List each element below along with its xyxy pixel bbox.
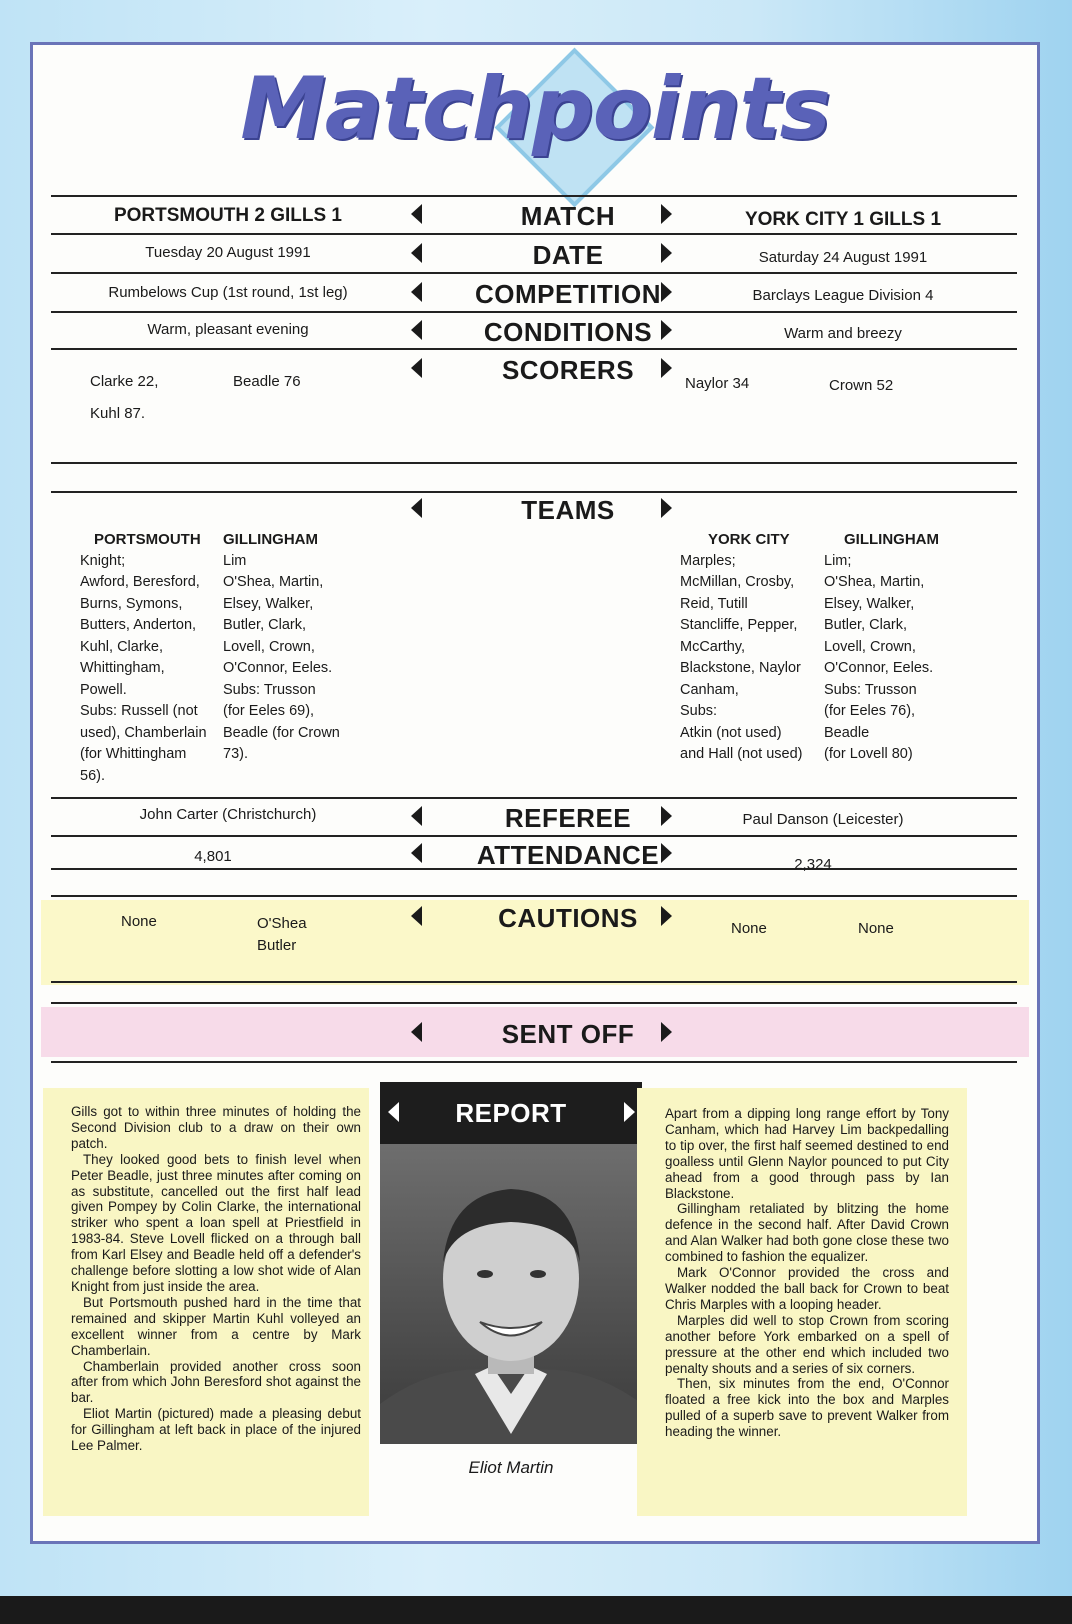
team-line: Atkin (not used) <box>680 724 782 741</box>
team-lines <box>680 551 803 766</box>
left-match: PORTSMOUTH 2 GILLS 1 <box>113 205 343 226</box>
team-line: Marples; <box>680 552 736 569</box>
arrow-right-icon <box>661 204 672 224</box>
right-scorer: Crown 52 <box>829 377 894 394</box>
report-paragraph: But Portsmouth pushed hard in the time that remained and skipper Martin Kuhl volleyed an excellent winner from a centre by Mark Chamberlain. <box>71 1294 361 1358</box>
report-paragraph: Mark O'Connor provided the cross and Walker nodded the ball back for Crown to beat Chris Marples with a looping header. <box>665 1265 949 1312</box>
teams-label: TEAMS <box>521 495 615 525</box>
team-line: Powell. <box>80 681 127 698</box>
right-scorer: Naylor 34 <box>685 375 750 392</box>
right-date: Saturday 24 August 1991 <box>758 249 928 266</box>
team-line: McMillan, Crosby, <box>680 574 795 590</box>
rule <box>51 272 1017 274</box>
arrow-right-icon <box>661 1022 672 1042</box>
sent-off-label: SENT OFF <box>501 1019 635 1049</box>
team-line: Subs: Trusson <box>824 681 917 698</box>
team-line: 56). <box>80 767 105 784</box>
team-line: O'Connor, Eeles. <box>223 660 333 676</box>
arrow-right-icon <box>661 806 672 826</box>
arrow-left-icon <box>411 843 422 863</box>
arrow-left-icon <box>411 806 422 826</box>
rule <box>51 835 1017 837</box>
arrow-left-icon <box>411 906 422 926</box>
scorers-label: SCORERS <box>501 355 635 385</box>
rule <box>51 195 1017 197</box>
team-line: Beadle <box>824 724 870 741</box>
team-line: Butters, Anderton, <box>80 617 197 633</box>
report-paragraph: Marples did well to stop Crown from scoring another before York embarked on a spell of pressure at the other end which included two penalty shouts and a series of six corners. <box>665 1312 949 1376</box>
left-scorer: Clarke 22, <box>90 373 159 390</box>
team-name: YORK CITY <box>708 531 790 548</box>
team-lines <box>223 551 340 766</box>
team-name: GILLINGHAM <box>844 531 939 548</box>
report-paragraph: Gillingham retaliated by blitzing the home defence in the second half. After David Crown and Alan Walker had both gone close these two combined to fashion the equalizer. <box>665 1201 949 1265</box>
team-lines <box>80 551 207 788</box>
date-label: DATE <box>532 240 604 270</box>
rule <box>51 1002 1017 1004</box>
team-line: Burns, Symons, <box>80 595 183 612</box>
rule <box>51 311 1017 313</box>
title-block <box>33 51 1037 211</box>
attendance-label: ATTENDANCE <box>476 840 660 870</box>
team-line: O'Shea, Martin, <box>824 574 925 590</box>
left-date: Tuesday 20 August 1991 <box>145 244 311 261</box>
team-line: Whittingham, <box>80 660 165 676</box>
rule <box>51 981 1017 983</box>
arrow-left-icon <box>411 1022 422 1042</box>
conditions-label: CONDITIONS <box>483 317 653 347</box>
right-attendance: 2,324 <box>794 856 832 873</box>
right-referee: Paul Danson (Leicester) <box>742 811 904 828</box>
photo-caption: Eliot Martin <box>468 1458 554 1477</box>
report-paragraph: They looked good bets to finish level when Peter Beadle, just three minutes after coming on as substitute, cancelled out the first half lead given Pompey by Colin Clarke, the international striker who spent a loan spell at Priestfield in 1983-84. Steve Lovell flicked on a through ball from Karl Elsey and Beadle held off a defender's challenge before slotting a low shot wide of Alan Knight from just inside the area. <box>71 1151 361 1294</box>
right-match: YORK CITY 1 GILLS 1 <box>744 209 942 230</box>
team-line: Lovell, Crown, <box>824 638 916 655</box>
team-line: Knight; <box>80 552 126 569</box>
page-title: Matchpoints <box>240 59 830 159</box>
team-york-city <box>680 529 803 766</box>
rule <box>51 895 1017 897</box>
report-paragraph: Eliot Martin (pictured) made a pleasing debut for Gillingham at left back in place of the injured Lee Palmer. <box>71 1406 361 1454</box>
team-line: 73). <box>223 746 248 762</box>
report-left <box>43 1088 369 1516</box>
team-gillingham-away <box>223 529 340 766</box>
team-line: and Hall (not used) <box>680 746 803 762</box>
right-cautions: None <box>731 920 767 937</box>
team-line: Elsey, Walker, <box>223 595 314 612</box>
rule <box>51 233 1017 235</box>
team-line: (for Whittingham <box>80 746 187 762</box>
team-line: Blackstone, Naylor <box>680 660 801 676</box>
right-competition: Barclays League Division 4 <box>752 287 934 304</box>
team-line: Subs: Trusson <box>223 681 316 698</box>
team-line: Kuhl, Clarke, <box>80 638 164 655</box>
team-line: Elsey, Walker, <box>824 595 915 612</box>
rule <box>51 1061 1017 1063</box>
team-lines <box>824 551 939 766</box>
report-header <box>380 1082 642 1144</box>
arrow-left-icon <box>411 358 422 378</box>
left-scorer: Beadle 76 <box>233 373 301 390</box>
team-line: Subs: Russell (not <box>80 703 198 719</box>
team-line: Lovell, Crown, <box>223 638 315 655</box>
left-cautions: Butler <box>257 937 297 954</box>
left-cautions: None <box>121 913 157 930</box>
rule <box>51 348 1017 350</box>
team-portsmouth <box>80 529 207 787</box>
team-line: Beadle (for Crown <box>223 724 340 741</box>
team-line: Subs: <box>680 703 718 719</box>
arrow-left-icon <box>411 204 422 224</box>
team-name: PORTSMOUTH <box>94 531 201 548</box>
arrow-right-icon <box>661 906 672 926</box>
team-line: McCarthy, <box>680 638 745 655</box>
player-portrait <box>380 1144 642 1444</box>
team-line: Canham, <box>680 681 739 698</box>
team-line: Stancliffe, Pepper, <box>680 617 798 633</box>
team-line: Lim; <box>824 552 852 569</box>
report-paragraph: Apart from a dipping long range effort by Tony Canham, which had Harvey Lim backpedalling to tip over, the first half seemed destined to end goalless until Glenn Naylor pounced to put City ahead from a good through pass by Ian Blackstone. <box>665 1106 949 1201</box>
arrow-right-icon <box>661 243 672 263</box>
report-paragraph: Then, six minutes from the end, O'Connor floated a free kick into the box and Marples pulled of a superb save to prevent Walker from heading the winner. <box>665 1376 949 1440</box>
report-right <box>637 1088 967 1516</box>
arrow-left-icon <box>411 282 422 302</box>
arrow-right-icon <box>661 498 672 518</box>
programme-page <box>30 42 1040 1544</box>
report-label: REPORT <box>455 1098 567 1128</box>
left-scorer: Kuhl 87. <box>90 405 146 422</box>
left-referee: John Carter (Christchurch) <box>139 806 317 823</box>
report-paragraph: Gills got to within three minutes of holding the Second Division club to a draw on their own patch. <box>71 1104 361 1151</box>
team-line: used), Chamberlain <box>80 724 207 741</box>
rule <box>51 797 1017 799</box>
match-label: MATCH <box>520 201 616 231</box>
team-line: (for Eeles 69), <box>223 703 315 719</box>
team-gillingham-york <box>824 529 939 766</box>
arrow-left-icon <box>411 320 422 340</box>
arrow-right-icon <box>624 1102 635 1122</box>
competition-label: COMPETITION <box>474 279 662 309</box>
player-photo <box>380 1144 642 1444</box>
arrow-right-icon <box>661 358 672 378</box>
team-name: GILLINGHAM <box>223 531 318 548</box>
team-line: Butler, Clark, <box>223 617 306 633</box>
rule <box>51 491 1017 493</box>
arrow-left-icon <box>411 498 422 518</box>
left-cautions: O'Shea <box>257 915 307 932</box>
bottom-strip <box>0 1596 1072 1624</box>
referee-label: REFEREE <box>504 803 632 833</box>
report-paragraph: Chamberlain provided another cross soon after from which John Beresford shot against the bar. <box>71 1358 361 1406</box>
team-line: (for Eeles 76), <box>824 703 916 719</box>
team-line: Butler, Clark, <box>824 617 907 633</box>
arrow-left-icon <box>411 243 422 263</box>
left-competition: Rumbelows Cup (1st round, 1st leg) <box>108 284 348 301</box>
team-line: Lim <box>223 552 247 569</box>
right-conditions: Warm and breezy <box>784 325 902 342</box>
left-conditions: Warm, pleasant evening <box>147 321 309 338</box>
team-line: Reid, Tutill <box>680 595 748 612</box>
right-cautions: None <box>858 920 894 937</box>
team-line: (for Lovell 80) <box>824 746 913 762</box>
left-attendance: 4,801 <box>194 848 232 865</box>
report-photo-block <box>380 1082 642 1492</box>
arrow-right-icon <box>661 320 672 340</box>
rule <box>51 462 1017 464</box>
cautions-label: CAUTIONS <box>498 903 638 933</box>
team-line: O'Shea, Martin, <box>223 574 324 590</box>
team-line: Awford, Beresford, <box>80 574 200 590</box>
arrow-right-icon <box>661 843 672 863</box>
arrow-right-icon <box>661 282 672 302</box>
team-line: O'Connor, Eeles. <box>824 660 934 676</box>
